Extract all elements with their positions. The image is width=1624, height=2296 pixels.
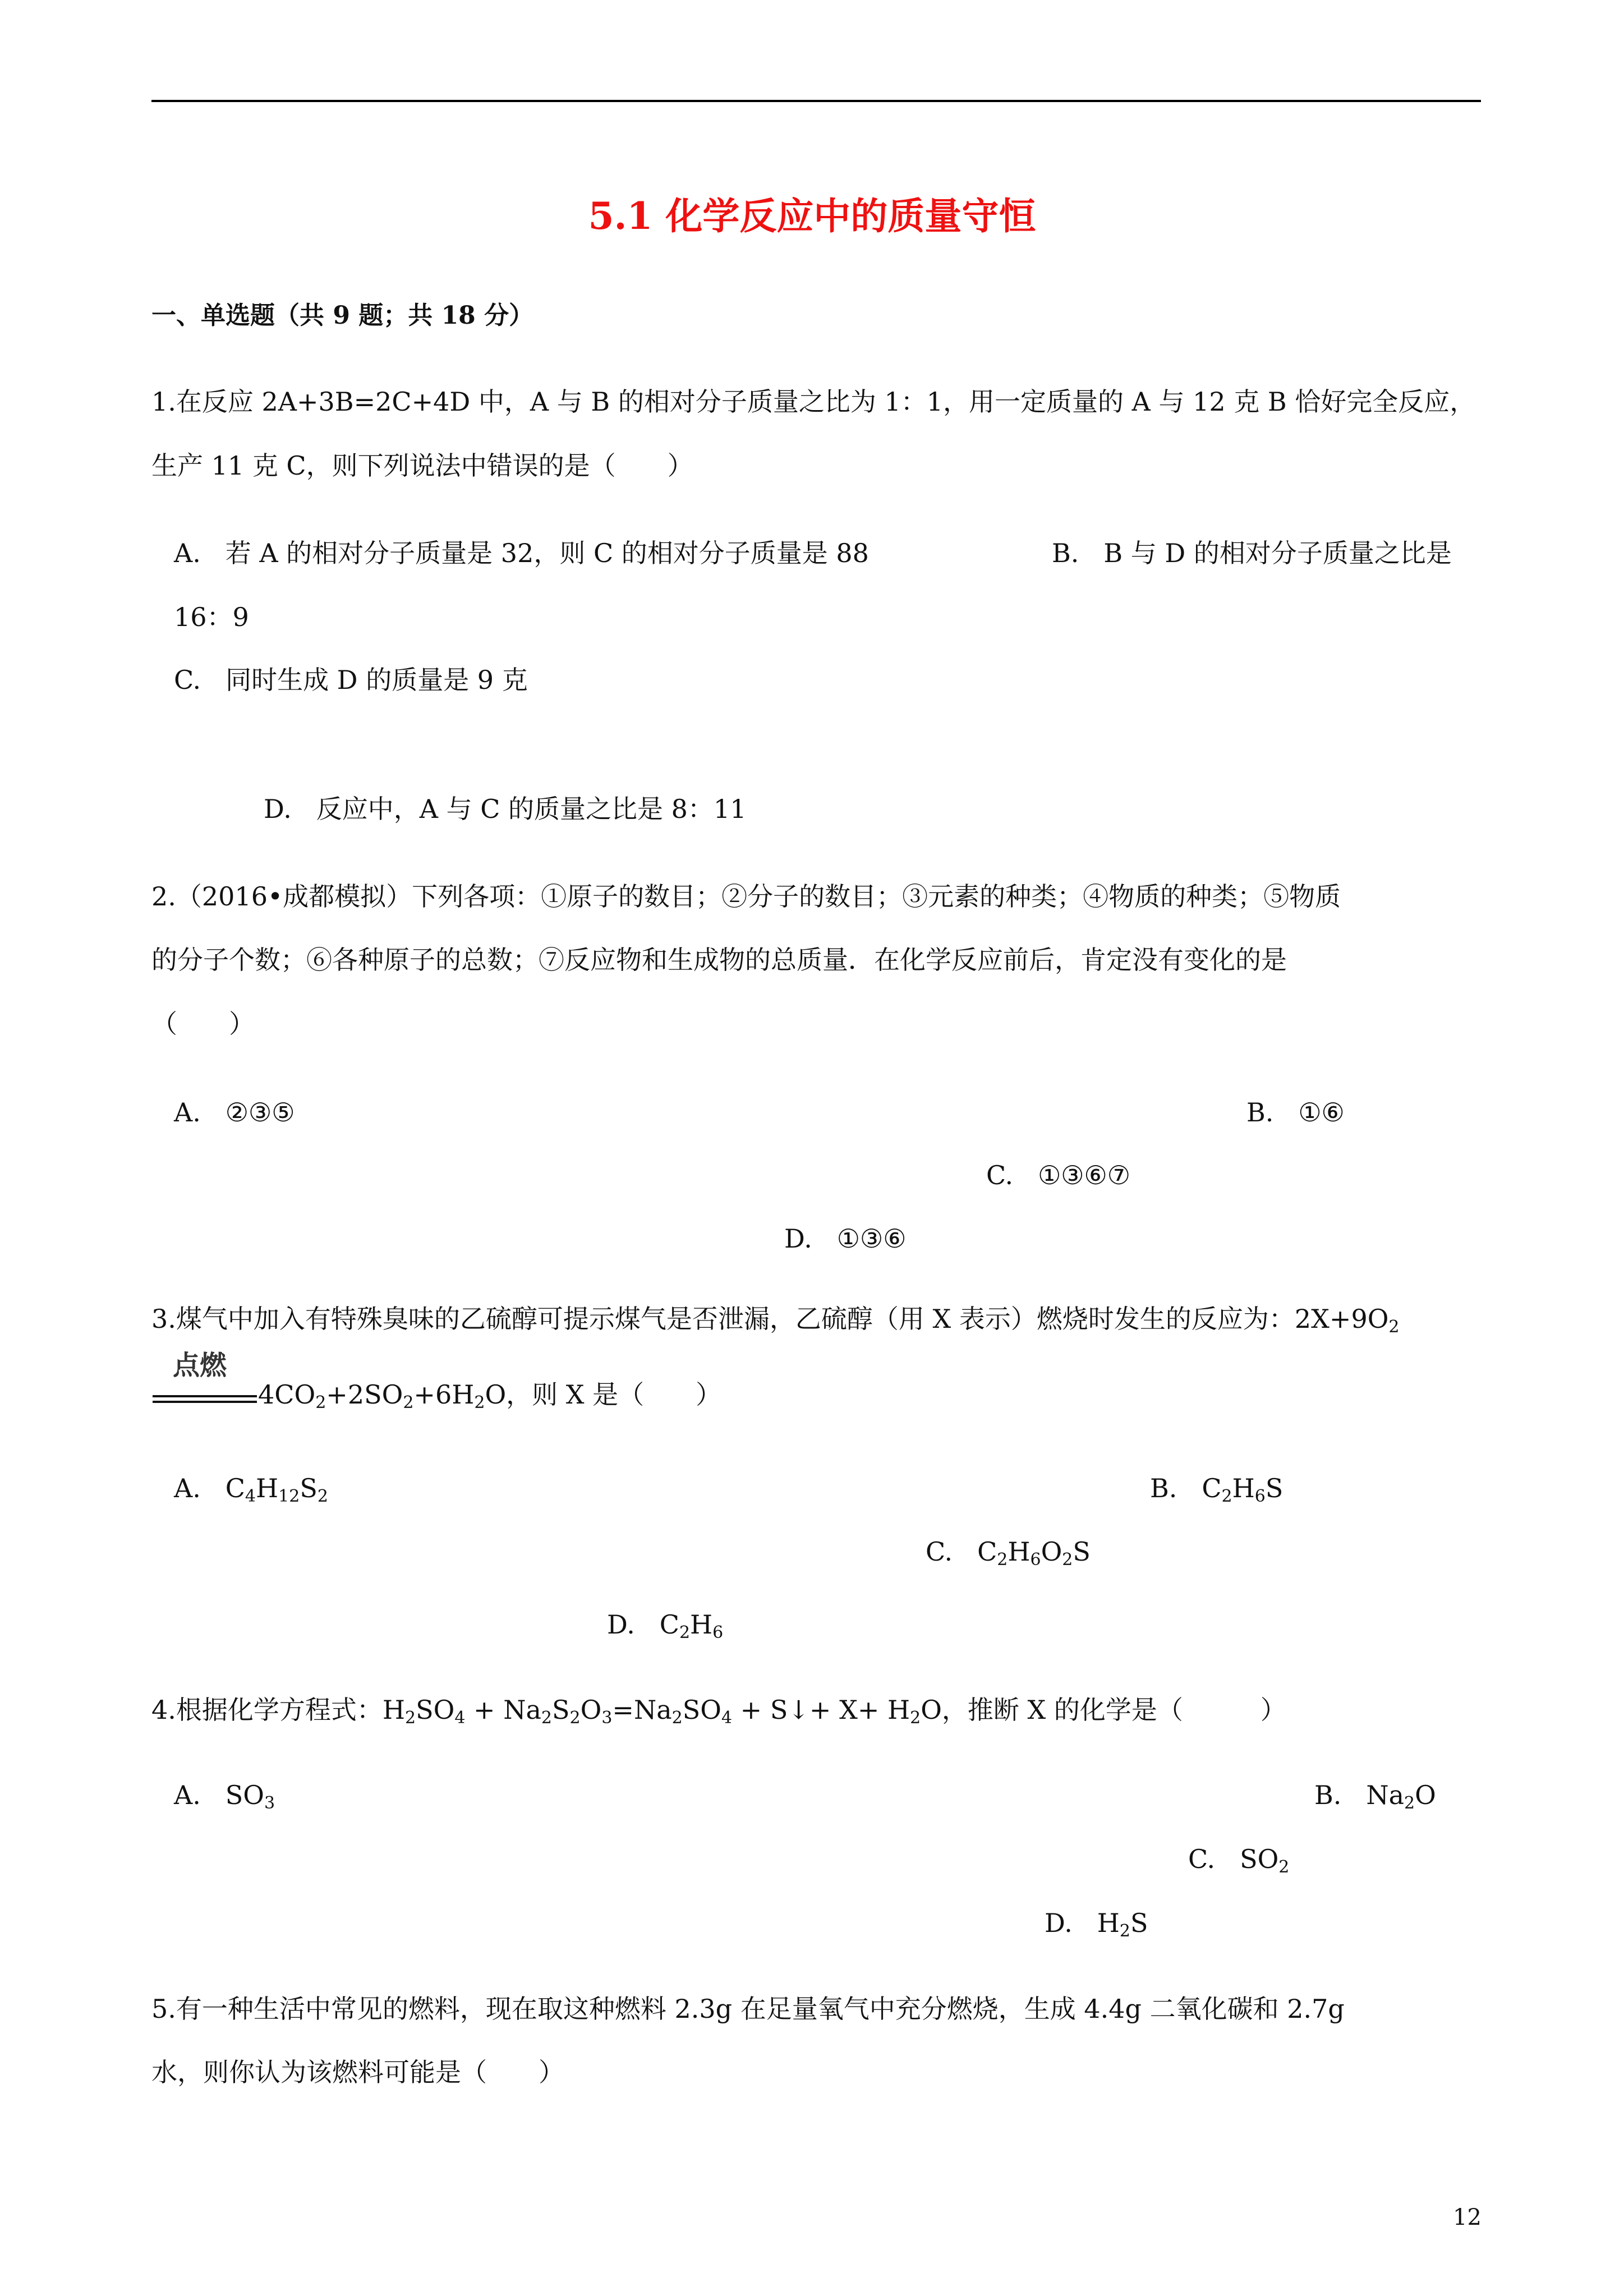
section-heading: 一、单选题（共 9 题；共 18 分） [151,301,534,330]
q1-option-c[interactable] [174,664,528,696]
q4-option-a[interactable]: A. $SO_3$ [174,1780,275,1813]
option-letter: A. [174,538,201,568]
q2-option-b[interactable] [1246,1097,1345,1128]
q2-line1: 2.（2016•成都模拟）下列各项：①原子的数目；②分子的数目；③元素的种类；④物质的种类；⑤物质 [151,881,1341,912]
option-text: B 与 D 的相对分子质量之比是 [1103,538,1452,568]
reaction-condition-arrow [151,1343,257,1405]
option-text: ②③⑤ [225,1097,295,1128]
q5-line1: 5.有一种生活中常见的燃料，现在取这种燃料 2.3g 在足量氧气中充分燃烧，生成 4.4g 二氧化碳和 2.7g [151,1994,1345,2024]
q3-option-b[interactable]: B. $C_2H_6S$ [1150,1473,1283,1506]
header-rule [151,100,1481,102]
option-letter: C. [174,665,201,695]
q3-option-d[interactable]: D. $C_2H_6$ [607,1609,724,1642]
double-line-bottom [153,1401,257,1403]
option-letter: D. [784,1223,812,1254]
q5-line2: 水，则你认为该燃料可能是（ ） [151,2057,564,2087]
q3-option-a[interactable]: A. $C_4H_{12}S_2$ [174,1473,328,1506]
condition-label: 点燃 [173,1350,227,1381]
q1-option-d[interactable] [264,793,746,825]
q1-line1: 1.在反应 2A+3B=2C+4D 中，A 与 B 的相对分子质量之比为 1：1，用一定质量的 A 与 12 克 B 恰好完全反应， [151,386,1476,417]
q4-option-c[interactable]: C. $SO_2$ [1188,1844,1290,1877]
q4-option-d[interactable]: D. $H_2S$ [1045,1908,1148,1941]
option-letter: A. [174,1097,201,1128]
q3-option-c[interactable]: C. $C_2H_6O_2S$ [926,1536,1091,1570]
page-title: 5.1 化学反应中的质量守恒 [588,194,1036,238]
q3-line1: 3.煤气中加入有特殊臭味的乙硫醇可提示煤气是否泄漏，乙硫醇（用 X 表示）燃烧时发生的反应为：$2X+9O_2$ [151,1304,1400,1337]
option-letter: D. [264,794,292,824]
q1-line2: 生产 11 克 C，则下列说法中错误的是（ ） [151,450,693,481]
q1-option-a[interactable] [174,537,869,569]
q2-option-d[interactable] [784,1223,906,1254]
double-line-top [153,1395,257,1397]
q2-line2: 的分子个数；⑥各种原子的总数；⑦反应物和生成物的总质量．在化学反应前后，肯定没有变化的是 [151,945,1287,975]
q2-option-c[interactable] [986,1159,1130,1191]
q1-option-b[interactable] [1052,537,1452,569]
option-text: ①③⑥ [836,1223,907,1254]
page-number: 12 [1453,2205,1482,2230]
option-text: ①⑥ [1298,1097,1345,1128]
q3-line2: $4CO_2+2SO_2+6H_2O$，则 X 是（ ） [258,1379,722,1412]
option-text: 同时生成 D 的质量是 9 克 [226,665,528,695]
q2-line3: （ ） [151,1009,255,1039]
option-letter: B. [1052,538,1079,568]
option-text: 若 A 的相对分子质量是 32，则 C 的相对分子质量是 88 [225,538,869,568]
option-letter: B. [1246,1097,1274,1128]
q2-option-a[interactable] [174,1097,295,1128]
option-letter: C. [986,1160,1014,1190]
q4-option-b[interactable]: B. $Na_2O$ [1314,1780,1436,1813]
q4-line1: 4.根据化学方程式：$H_2SO_4 + Na_2S_2O_3=Na_2SO_4$ + S↓+ $X+ H_2O$，推断 X 的化学是（ ） [151,1695,1286,1728]
option-text: ①③⑥⑦ [1038,1160,1131,1190]
option-text: 反应中，A 与 C 的质量之比是 8：11 [316,794,747,824]
q1-option-b-continued: 16：9 [174,602,249,632]
